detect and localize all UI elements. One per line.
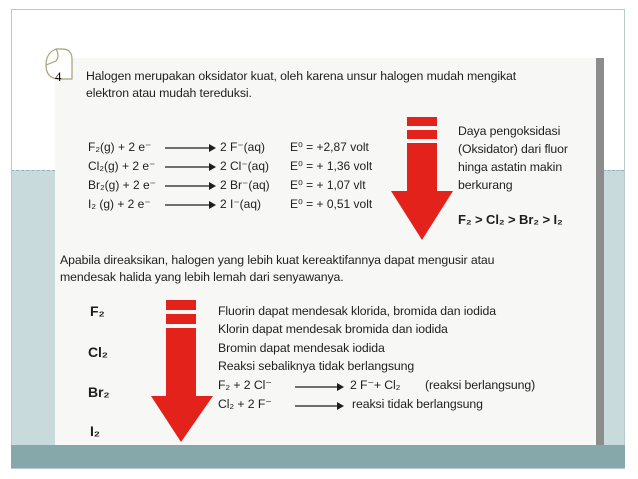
displacement-reaction-2-lhs: Cl₂ + 2 F⁻ xyxy=(218,397,272,411)
reduction-potential: E⁰ = + 1,07 vlt xyxy=(290,178,366,192)
halogen-label: Cl₂ xyxy=(88,344,108,360)
note-line-4: berkurang xyxy=(458,178,513,192)
reaction-lhs: Cl₂(g) + 2 e⁻ xyxy=(88,159,156,173)
slide-number: 4 xyxy=(55,69,62,84)
reaction-arrows xyxy=(165,140,217,216)
note-line-3: hinga astatin makin xyxy=(458,160,563,174)
displacement-reaction-1-lhs: F₂ + 2 Cl⁻ xyxy=(218,378,272,392)
reduction-potential: E⁰ = + 1,36 volt xyxy=(290,159,373,173)
halogen-label: Br₂ xyxy=(88,384,110,400)
displacement-line-3: Bromin dapat mendesak iodida xyxy=(218,341,385,355)
reaction-rhs: 2 Cl⁻(aq) xyxy=(220,159,270,173)
reaction-rhs: 2 F⁻(aq) xyxy=(220,140,266,154)
reactivity-line-1: Apabila direaksikan, halogen yang lebih kuat kereaktifannya dapat mengusir atau xyxy=(60,253,495,267)
halogen-label: F₂ xyxy=(90,303,105,319)
bottom-bar xyxy=(11,445,625,468)
note-line-1: Daya pengoksidasi xyxy=(458,124,561,138)
decreasing-arrow-icon xyxy=(391,113,453,241)
displacement-line-1: Fluorin dapat mendesak klorida, bromida dan iodida xyxy=(218,304,496,318)
reduction-potential: E⁰ = +2,87 volt xyxy=(290,140,369,154)
reaction-lhs: Br₂(g) + 2 e⁻ xyxy=(88,178,157,192)
displacement-reaction-1-rhs: 2 F⁻+ Cl₂ xyxy=(350,378,401,392)
reaction-rhs: 2 I⁻(aq) xyxy=(220,197,262,211)
reaction-lhs: I₂ (g) + 2 e⁻ xyxy=(88,197,151,211)
halogen-label: I₂ xyxy=(90,423,100,439)
displacement-reaction-1-note: (reaksi berlangsung) xyxy=(425,378,536,392)
displacement-arrow-icon xyxy=(151,297,213,443)
note-line-2: (Oksidator) dari fluor xyxy=(458,142,568,156)
reaction-lhs: F₂(g) + 2 e⁻ xyxy=(88,140,152,154)
displacement-reaction-arrows xyxy=(295,379,345,415)
reaction-rhs: 2 Br⁻(aq) xyxy=(220,178,270,192)
intro-line-2: elektron atau mudah tereduksi. xyxy=(86,86,252,100)
intro-line-1: Halogen merupakan oksidator kuat, oleh karena unsur halogen mudah mengikat xyxy=(86,69,517,83)
oxidizing-order: F₂ > Cl₂ > Br₂ > I₂ xyxy=(458,212,563,227)
content-edge-shadow xyxy=(596,58,604,445)
reactivity-line-2: mendesak halida yang lebih lemah dari senyawanya. xyxy=(60,270,344,284)
displacement-line-4: Reaksi sebaliknya tidak berlangsung xyxy=(218,359,415,373)
displacement-reaction-2-note: reaksi tidak berlangsung xyxy=(352,397,483,411)
reduction-potential: E⁰ = + 0,51 volt xyxy=(290,197,373,211)
displacement-line-2: Klorin dapat mendesak bromida dan iodida xyxy=(218,322,448,336)
